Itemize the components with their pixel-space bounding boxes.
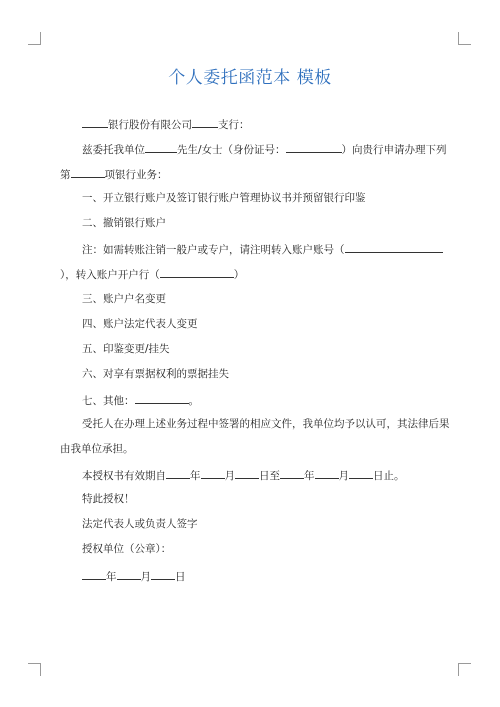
end-month-blank	[315, 467, 339, 479]
item-suffix: 项银行业务：	[104, 169, 168, 181]
entrust-text-a: 兹委托我单位	[82, 144, 145, 156]
validity-end-text: 日止。	[373, 470, 405, 482]
crop-mark-bottom-left	[28, 663, 41, 676]
date-month-blank	[117, 568, 141, 580]
validity-month-label: 月	[224, 470, 235, 482]
note-text-c: ）	[233, 269, 245, 281]
bank-name-blank	[82, 116, 108, 128]
item-4: 四、账户法定代表人变更	[82, 318, 198, 330]
consent-line-1: 受托人在办理上述业务过程中签署的相应文件，我单位均予以认可，其法律后果	[82, 418, 450, 430]
date-day-blank	[151, 568, 175, 580]
start-month-blank	[201, 467, 225, 479]
date-line	[82, 568, 186, 584]
branch-name-blank	[192, 116, 218, 128]
date-day-label: 日	[175, 571, 186, 583]
validity-month2-label: 月	[338, 470, 349, 482]
entrust-line	[82, 141, 447, 157]
item-5: 五、印鉴变更/挂失	[82, 343, 170, 355]
account-number-blank	[345, 241, 443, 253]
end-year-blank	[280, 467, 304, 479]
crop-mark-top-left	[28, 32, 41, 45]
special-authorization: 特此授权！	[82, 493, 135, 505]
trustee-name-blank	[145, 141, 177, 153]
validity-line	[82, 467, 405, 483]
entrust-text-c: ）向贵行申请办理下列	[341, 144, 447, 156]
bank-suffix: 银行股份有限公司	[108, 119, 192, 131]
branch-suffix: 支行：	[218, 119, 250, 131]
crop-mark-bottom-right	[458, 663, 471, 676]
start-day-blank	[235, 467, 259, 479]
id-number-blank	[286, 141, 342, 153]
date-year-label: 年	[106, 571, 117, 583]
addressee-line	[82, 116, 250, 132]
unit-seal-label: 授权单位（公章）：	[82, 543, 172, 555]
document-title: 个人委托函范本 模板	[168, 68, 332, 88]
item-7	[82, 392, 199, 408]
item-1: 一、开立银行账户及签订银行账户管理协议书并预留银行印鉴	[82, 192, 366, 204]
note-text-b: ），转入账户开户行（	[60, 269, 160, 281]
item-count-line	[60, 166, 168, 182]
item7-end: 。	[188, 395, 199, 407]
signer-label: 法定代表人或负责人签字	[82, 518, 198, 530]
validity-start-text: 本授权书有效期自	[82, 470, 166, 482]
item-2: 二、撤销银行账户	[82, 217, 166, 229]
validity-day-to: 日至	[259, 470, 280, 482]
start-year-blank	[166, 467, 190, 479]
validity-year2-label: 年	[304, 470, 315, 482]
other-business-blank	[135, 392, 189, 404]
note-line-2	[60, 266, 244, 282]
item-number-blank	[71, 166, 105, 178]
validity-year-label: 年	[190, 470, 201, 482]
date-year-blank	[82, 568, 106, 580]
item-prefix: 第	[60, 169, 71, 181]
item7-text: 七、其他：	[82, 395, 135, 407]
note-line-1	[82, 241, 443, 257]
consent-line-2: 由我单位承担。	[60, 443, 134, 455]
date-month-label: 月	[140, 571, 151, 583]
note-text-a: 注：如需转账注销一般户或专户，请注明转入账户账号（	[82, 244, 345, 256]
item-3: 三、账户户名变更	[82, 293, 166, 305]
crop-mark-top-right	[458, 32, 471, 45]
item-6: 六、对享有票据权利的票据挂失	[82, 368, 229, 380]
bank-branch-blank	[160, 266, 234, 278]
entrust-text-b: 先生/女士（身份证号：	[177, 144, 286, 156]
end-day-blank	[349, 467, 373, 479]
